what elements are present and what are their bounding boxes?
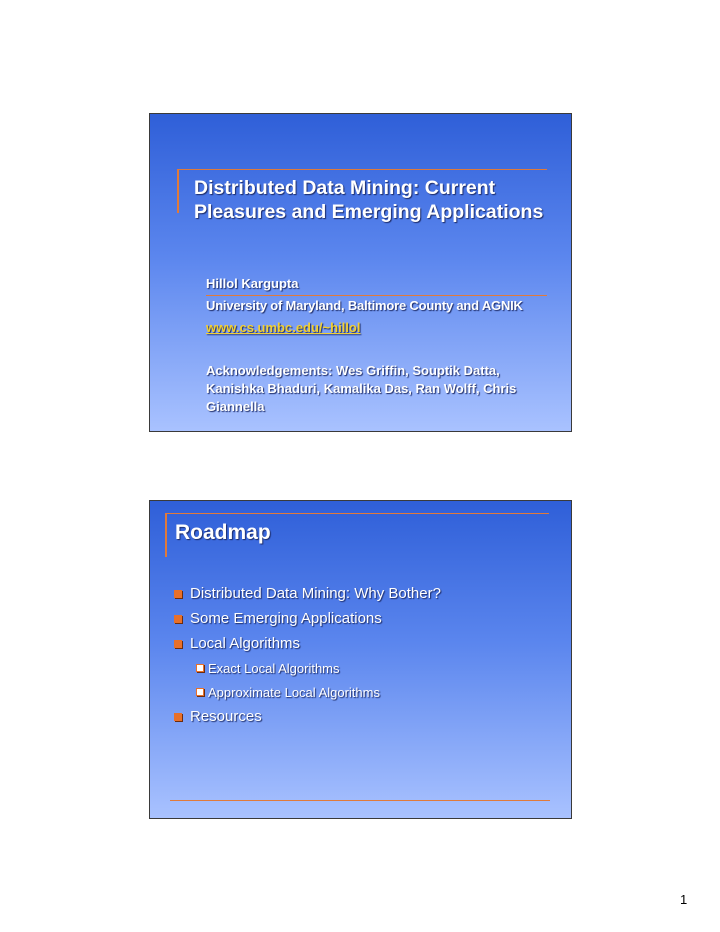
acknowledgements (206, 362, 556, 416)
accent-vertical-line (177, 169, 179, 213)
hollow-square-bullet-icon (196, 664, 204, 672)
list-item (174, 631, 554, 656)
slide-title-line-1: Distributed Data Mining: Current (194, 177, 496, 199)
list-item-label: Resources (190, 708, 262, 725)
accent-vertical-line (165, 513, 167, 557)
homepage-link[interactable]: www.cs.umbc.edu/~hillol (206, 320, 361, 335)
author-divider (206, 295, 547, 296)
roadmap-list (174, 581, 554, 729)
acknowledgements-label: Acknowledgements: (206, 363, 333, 378)
sub-list-item (174, 656, 554, 680)
roadmap-slide (149, 500, 572, 819)
square-bullet-icon (174, 640, 182, 648)
list-item (174, 606, 554, 631)
title-slide (149, 113, 572, 432)
list-item-label: Distributed Data Mining: Why Bother? (190, 585, 441, 602)
sub-list-item (174, 680, 554, 704)
accent-horizontal-line (177, 169, 547, 170)
list-item-label: Local Algorithms (190, 635, 301, 652)
author-name: Hillol Kargupta (206, 276, 299, 291)
acknowledgements-names: Wes Griffin, Souptik Datta, Kanishka Bhaduri, Kamalika Das, Ran Wolff, Chris Giannella (206, 363, 517, 414)
page-number: 1 (680, 892, 688, 907)
list-item (174, 704, 554, 729)
list-item (174, 581, 554, 606)
accent-bottom-line (170, 800, 550, 801)
square-bullet-icon (174, 615, 182, 623)
affiliation: University of Maryland, Baltimore County and AGNIK (206, 298, 523, 313)
square-bullet-icon (174, 713, 182, 721)
slide-title-line-2: Pleasures and Emerging Applications (194, 201, 544, 223)
hollow-square-bullet-icon (196, 688, 204, 696)
list-item-label: Approximate Local Algorithms (208, 684, 380, 700)
list-item-label: Exact Local Algorithms (208, 660, 340, 676)
slide-title: Roadmap (175, 521, 271, 544)
list-item-label: Some Emerging Applications (190, 610, 382, 627)
accent-horizontal-line (165, 513, 549, 514)
square-bullet-icon (174, 590, 182, 598)
slide-title (194, 176, 564, 224)
